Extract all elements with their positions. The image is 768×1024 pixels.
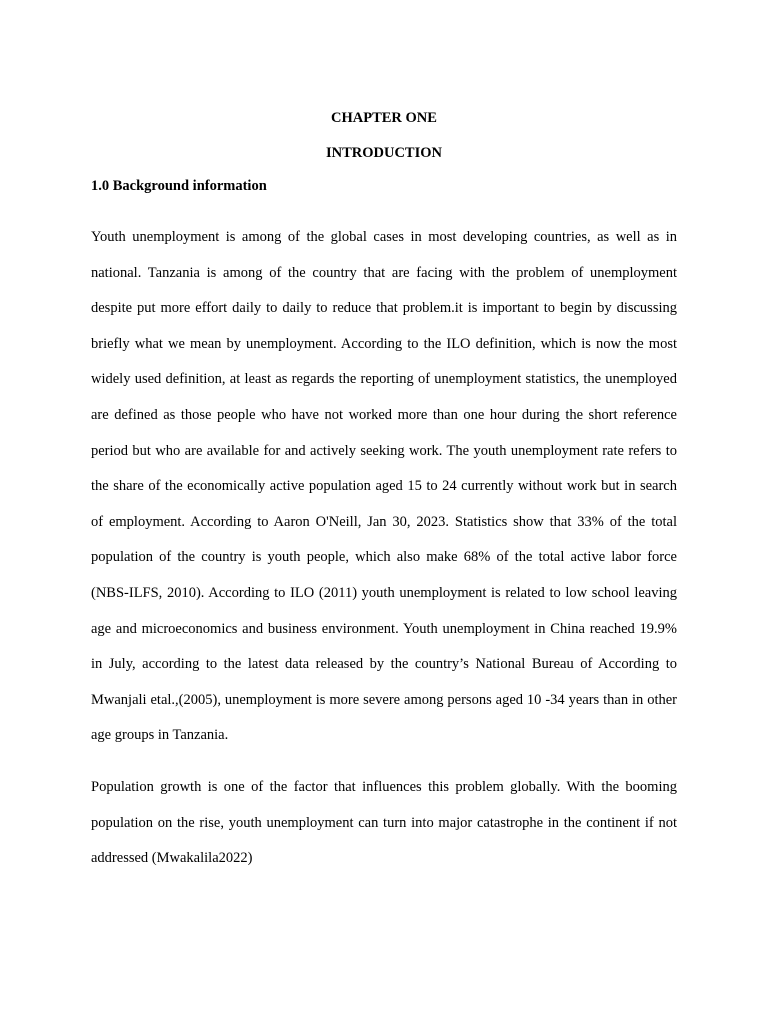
body-paragraph-2: Population growth is one of the factor that influences this problem globally. With the booming population on the rise, youth unemployment can turn into major catastrophe in the continent if not addressed (Mwakalila2022) <box>91 779 677 867</box>
section-heading: 1.0 Background information <box>91 178 267 194</box>
body-paragraph-1: Youth unemployment is among of the global cases in most developing countries, as well as in national. Tanzania is among of the country that are facing with the problem of unemployment despite put more effort daily to daily to reduce that problem.it is important to begin by discussing briefly what we mean by unemployment. According to the ILO definition, which is now the most widely used definition, at least as regards the reporting of unemployment statistics, the unemployed are defined as those people who have not worked more than one hour during the short reference period but who are available for and actively seeking work. The youth unemployment rate refers to the share of the economically active population aged 15 to 24 currently without work but in search of employment. According to Aaron O'Neill, Jan 30, 2023. Statistics show that 33% of the total population of the country is youth people, which also make 68% of the total active labor force (NBS-ILFS, 2010). According to ILO (2011) youth unemployment is related to low school leaving age and microeconomics and business environment. Youth unemployment in China reached 19.9% in July, according to the latest data released by the country’s National Bureau of According to Mwanjali etal.,(2005), unemployment is more severe among persons aged 10 -34 years than in other age groups in Tanzania. <box>91 229 677 744</box>
chapter-subtitle: INTRODUCTION <box>325 145 442 161</box>
chapter-title: CHAPTER ONE <box>331 110 437 126</box>
